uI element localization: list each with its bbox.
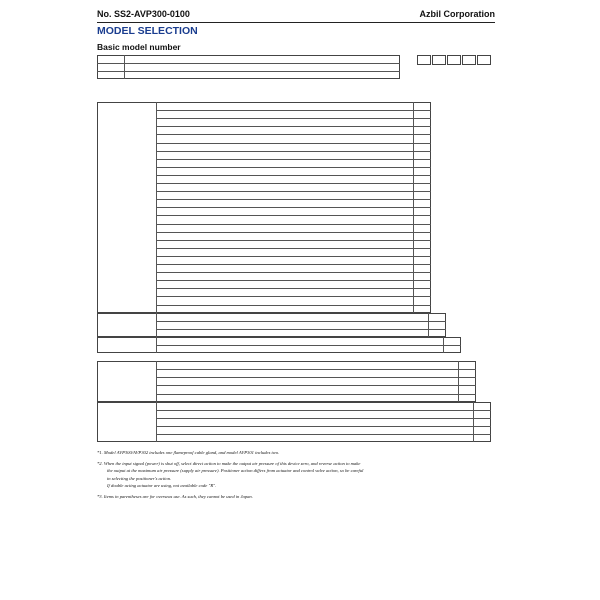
col-header-box [462, 55, 476, 65]
col-header-box [417, 55, 431, 65]
model-sep [124, 55, 125, 79]
page-header [97, 6, 495, 23]
row-line [156, 280, 431, 281]
section-title: MODEL SELECTION [97, 25, 198, 37]
main-code-sep [413, 102, 414, 313]
col-header-box [477, 55, 491, 65]
row-line [156, 118, 431, 119]
row-line [156, 418, 491, 419]
row-line [156, 215, 431, 216]
footnote-line: *1. Model AVP300/AVP302 includes one flameproof cable gland, and model AVP301 includes two. [97, 450, 280, 456]
section-subtitle: Basic model number [97, 42, 181, 52]
footnote-line: *2. When the input signal (power) is shut off, select direct action to make the output air pressure of this device zero, and reverse action to make [97, 460, 361, 466]
supply-sep [156, 361, 157, 402]
units-code-sep [473, 402, 474, 443]
col-header-box [447, 55, 461, 65]
col-header-box [432, 55, 446, 65]
footnote-line: If double acting actuator are using, not available code "R". [107, 483, 217, 489]
row-line [156, 126, 431, 127]
row-line [156, 369, 476, 370]
model-line [97, 71, 400, 72]
row-line [156, 272, 431, 273]
row-line [156, 159, 431, 160]
supply-box [97, 361, 476, 402]
row-line [156, 183, 431, 184]
finish-box [97, 313, 446, 337]
row-line [156, 175, 431, 176]
row-line [156, 264, 431, 265]
footnote-line: in selecting the positioner's action. [107, 475, 172, 481]
row-line [156, 288, 431, 289]
row-line [156, 191, 431, 192]
model-line [97, 63, 400, 64]
row-line [156, 321, 446, 322]
row-line [156, 134, 431, 135]
row-line [156, 329, 446, 330]
footnote-line: *3. Items in parentheses are for overseas use. As such, they cannot be used in Japan. [97, 493, 253, 499]
doc-number: No. SS2-AVP300-0100 [97, 9, 190, 19]
units-sep [156, 402, 157, 443]
row-line [156, 207, 431, 208]
row-line [156, 151, 431, 152]
row-line [156, 232, 431, 233]
row-line [156, 394, 476, 395]
row-line [156, 167, 431, 168]
row-line [156, 377, 476, 378]
row-line [156, 345, 461, 346]
row-line [156, 296, 431, 297]
row-line [156, 385, 476, 386]
row-line [156, 410, 491, 411]
row-line [156, 143, 431, 144]
row-line [156, 248, 431, 249]
row-line [156, 256, 431, 257]
finish-code-sep [428, 313, 429, 337]
row-line [156, 305, 431, 306]
row-line [156, 240, 431, 241]
company-name: Azbil Corporation [419, 9, 495, 19]
model-box [97, 55, 400, 79]
row-line [156, 224, 431, 225]
footnote-line: the output at the maximum air pressure (supply air pressure). Positioner action differs from actuator and control valve action, so be careful [107, 468, 364, 474]
row-line [156, 434, 491, 435]
row-line [156, 199, 431, 200]
finish-sep [156, 313, 157, 337]
row-line [156, 110, 431, 111]
supply-code-sep [458, 361, 459, 402]
row-line [156, 426, 491, 427]
